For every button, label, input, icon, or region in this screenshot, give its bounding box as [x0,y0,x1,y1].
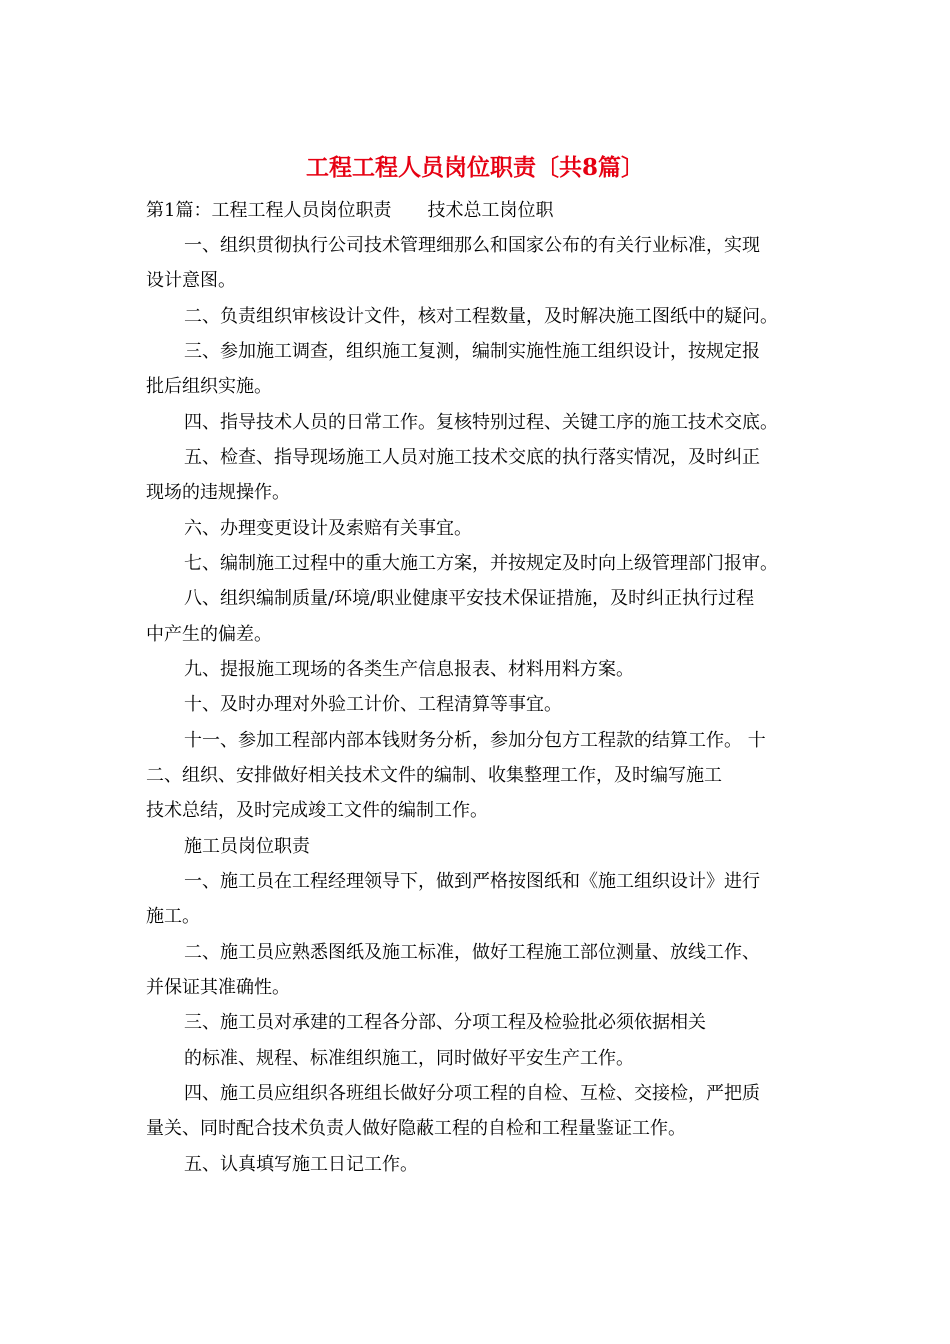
paragraph-line: 二、施工员应熟悉图纸及施工标准，做好工程施工部位测量、放线工作、 [184,942,760,963]
paragraph-line: 批后组织实施。 [146,376,272,397]
paragraph-line: 五、认真填写施工日记工作。 [184,1154,418,1175]
paragraph-line: 四、施工员应组织各班组长做好分项工程的自检、互检、交接检，严把质 [184,1083,760,1104]
paragraph-line: 一、组织贯彻执行公司技术管理细那么和国家公布的有关行业标准，实现 [184,235,760,256]
paragraph-line: 技术总结，及时完成竣工文件的编制工作。 [146,800,488,821]
paragraph-line: 八、组织编制质量/环境/职业健康平安技术保证措施，及时纠正执行过程 [184,588,755,609]
paragraph-line: 一、施工员在工程经理领导下，做到严格按图纸和《施工组织设计》进行 [184,871,760,892]
paragraph-line: 三、参加施工调查，组织施工复测，编制实施性施工组织设计，按规定报 [184,341,760,362]
paragraph-line: 十一、参加工程部内部本钱财务分析，参加分包方工程款的结算工作。 十 [184,730,766,751]
subtitle-line [146,196,826,226]
paragraph-line: 量关、同时配合技术负责人做好隐蔽工程的自检和工程量鉴证工作。 [146,1118,686,1139]
document-title: 工程工程人员岗位职责〔共8篇〕 [305,154,644,181]
paragraph-line: 三、施工员对承建的工程各分部、分项工程及检验批必须依据相关 [184,1012,706,1033]
paragraph-line: 二、负责组织审核设计文件，核对工程数量，及时解决施工图纸中的疑问。 [184,306,778,327]
paragraph-line: 四、指导技术人员的日常工作。复核特别过程、关键工序的施工技术交底。 [184,412,778,433]
section-heading: 施工员岗位职责 [184,836,310,857]
subtitle-right: 技术总工岗位职 [427,200,554,221]
paragraph-line: 并保证其准确性。 [146,977,290,998]
paragraph-line: 七、编制施工过程中的重大施工方案，并按规定及时向上级管理部门报审。 [184,553,778,574]
paragraph-line: 五、检查、指导现场施工人员对施工技术交底的执行落实情况，及时纠正 [184,447,760,468]
paragraph-line: 十、及时办理对外验工计价、工程清算等事宜。 [184,694,562,715]
paragraph-line: 二、组织、安排做好相关技术文件的编制、收集整理工作，及时编写施工 [146,765,722,786]
subtitle-left: 第1篇：工程工程人员岗位职责 [146,200,392,221]
paragraph-line: 的标准、规程、标准组织施工，同时做好平安生产工作。 [184,1048,634,1069]
paragraph-line: 中产生的偏差。 [146,624,272,645]
paragraph-line: 设计意图。 [146,270,236,291]
paragraph-line: 六、办理变更设计及索赔有关事宜。 [184,518,472,539]
paragraph-line: 九、提报施工现场的各类生产信息报表、材料用料方案。 [184,659,634,680]
paragraph-line: 施工。 [146,906,200,927]
paragraph-line: 现场的违规操作。 [146,482,290,503]
